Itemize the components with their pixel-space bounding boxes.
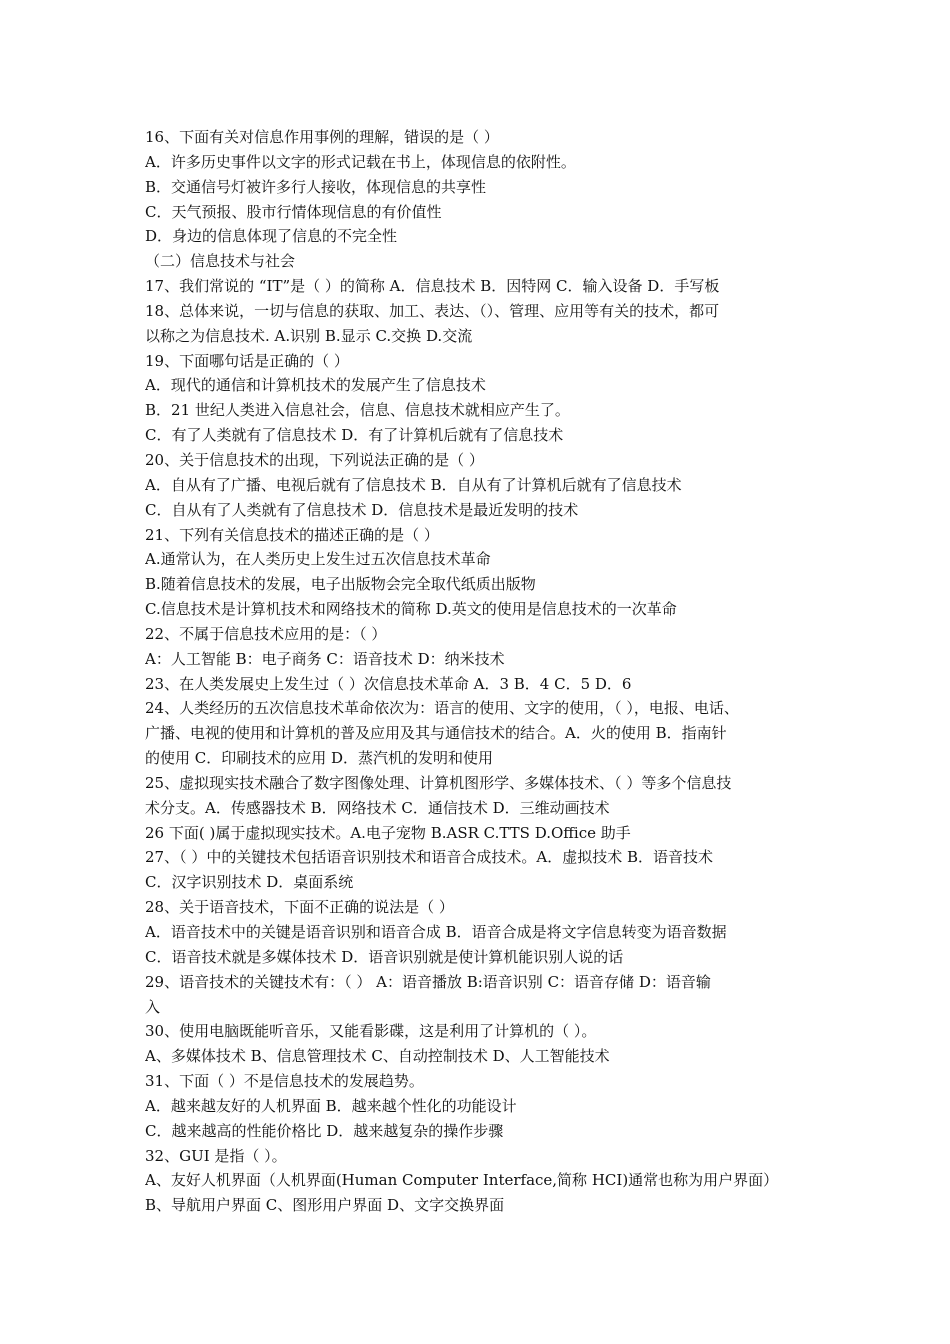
text-line: A．语音技术中的关键是语音识别和语音合成 B．语音合成是将文字信息转变为语音数据 bbox=[145, 923, 727, 941]
text-line: 27、（ ）中的关键技术包括语音识别技术和语音合成技术。A．虚拟技术 B．语音技术 bbox=[145, 848, 713, 867]
text-line: 26 下面( )属于虚拟现实技术。A.电子宠物 B.ASR C.TTS D.Office 助手 bbox=[145, 823, 631, 842]
text-line: C．自从有了人类就有了信息技术 D．信息技术是最近发明的技术 bbox=[145, 500, 579, 519]
question-text-block bbox=[145, 125, 825, 1218]
text-line: 24、人类经历的五次信息技术革命依次为：语言的使用、文字的使用，（ ），电报、电话、 bbox=[145, 699, 739, 718]
text-line: 20、关于信息技术的出现，下列说法正确的是（ ） bbox=[145, 450, 484, 469]
text-line: 21、下列有关信息技术的描述正确的是（ ） bbox=[145, 525, 439, 544]
text-line: 29、语音技术的关键技术有：（ ） A：语音播放 B:语音识别 C：语音存储 D：语音输 bbox=[145, 972, 711, 991]
text-line: C．天气预报、股市行情体现信息的有价值性 bbox=[145, 202, 442, 221]
text-line: C．汉字识别技术 D．桌面系统 bbox=[145, 873, 354, 892]
text-line: 16、下面有关对信息作用事例的理解，错误的是（ ） bbox=[145, 128, 499, 146]
text-line: B、导航用户界面 C、图形用户界面 D、文字交换界面 bbox=[145, 1196, 505, 1215]
text-line: 17、我们常说的 “IT”是（ ）的简称 A．信息技术 B．因特网 C．输入设备 D．手写板 bbox=[145, 277, 720, 296]
text-line: 22、不属于信息技术应用的是：（ ） bbox=[145, 624, 387, 643]
text-line: D．身边的信息体现了信息的不完全性 bbox=[145, 227, 398, 246]
text-line: 的使用 C．印刷技术的应用 D．蒸汽机的发明和使用 bbox=[145, 749, 494, 768]
text-line: 30、使用电脑既能听音乐，又能看影碟，这是利用了计算机的（ ）。 bbox=[145, 1022, 597, 1041]
text-line: 以称之为信息技术. A.识别 B.显示 C.交换 D.交流 bbox=[145, 326, 473, 345]
text-line: A、友好人机界面（人机界面(Human Computer Interface,简称 HCI)通常也称为用户界面） bbox=[145, 1171, 779, 1190]
text-line: 25、虚拟现实技术融合了数字图像处理、计算机图形学、多媒体技术、（ ）等多个信息技 bbox=[145, 773, 732, 792]
text-line: 入 bbox=[145, 997, 161, 1016]
text-line: 术分支。A．传感器技术 B．网络技术 C．通信技术 D．三维动画技术 bbox=[145, 798, 610, 817]
text-line: 18、总体来说，一切与信息的获取、加工、表达、（）、管理、应用等有关的技术，都可 bbox=[145, 301, 720, 320]
text-line: A.通常认为，在人类历史上发生过五次信息技术革命 bbox=[145, 550, 491, 569]
text-line: A、多媒体技术 B、信息管理技术 C、自动控制技术 D、人工智能技术 bbox=[145, 1047, 610, 1066]
text-line: 32、GUI 是指（ ）。 bbox=[145, 1146, 287, 1165]
text-line: B．21 世纪人类进入信息社会，信息、信息技术就相应产生了。 bbox=[145, 401, 570, 420]
text-line: 31、下面（ ）不是信息技术的发展趋势。 bbox=[145, 1072, 424, 1091]
text-line: 23、在人类发展史上发生过（ ）次信息技术革命 A．3 B．4 C．5 D．6 bbox=[145, 674, 632, 693]
text-line: （二）信息技术与社会 bbox=[145, 252, 296, 271]
text-line: C．有了人类就有了信息技术 D．有了计算机后就有了信息技术 bbox=[145, 426, 564, 445]
text-line: 广播、电视的使用和计算机的普及应用及其与通信技术的结合。A．火的使用 B．指南针 bbox=[145, 724, 727, 743]
text-line: C．语音技术就是多媒体技术 D．语音识别就是使计算机能识别人说的话 bbox=[145, 947, 624, 966]
text-line: 28、关于语音技术，下面不正确的说法是（ ） bbox=[145, 898, 454, 917]
text-line: C．越来越高的性能价格比 D．越来越复杂的操作步骤 bbox=[145, 1121, 504, 1140]
text-line: B.随着信息技术的发展，电子出版物会完全取代纸质出版物 bbox=[145, 575, 536, 594]
text-line: C.信息技术是计算机技术和网络技术的简称 D.英文的使用是信息技术的一次革命 bbox=[145, 600, 677, 619]
text-line: A．自从有了广播、电视后就有了信息技术 B．自从有了计算机后就有了信息技术 bbox=[145, 475, 682, 494]
text-line: 19、下面哪句话是正确的（ ） bbox=[145, 351, 349, 370]
text-line: A：人工智能 B：电子商务 C：语音技术 D：纳米技术 bbox=[145, 649, 505, 668]
text-line: A．现代的通信和计算机技术的发展产生了信息技术 bbox=[145, 376, 486, 395]
text-line: A．许多历史事件以文字的形式记载在书上，体现信息的依附性。 bbox=[145, 152, 576, 171]
text-line: A．越来越友好的人机界面 B．越来越个性化的功能设计 bbox=[145, 1096, 517, 1115]
text-line: B．交通信号灯被许多行人接收，体现信息的共享性 bbox=[145, 177, 487, 196]
